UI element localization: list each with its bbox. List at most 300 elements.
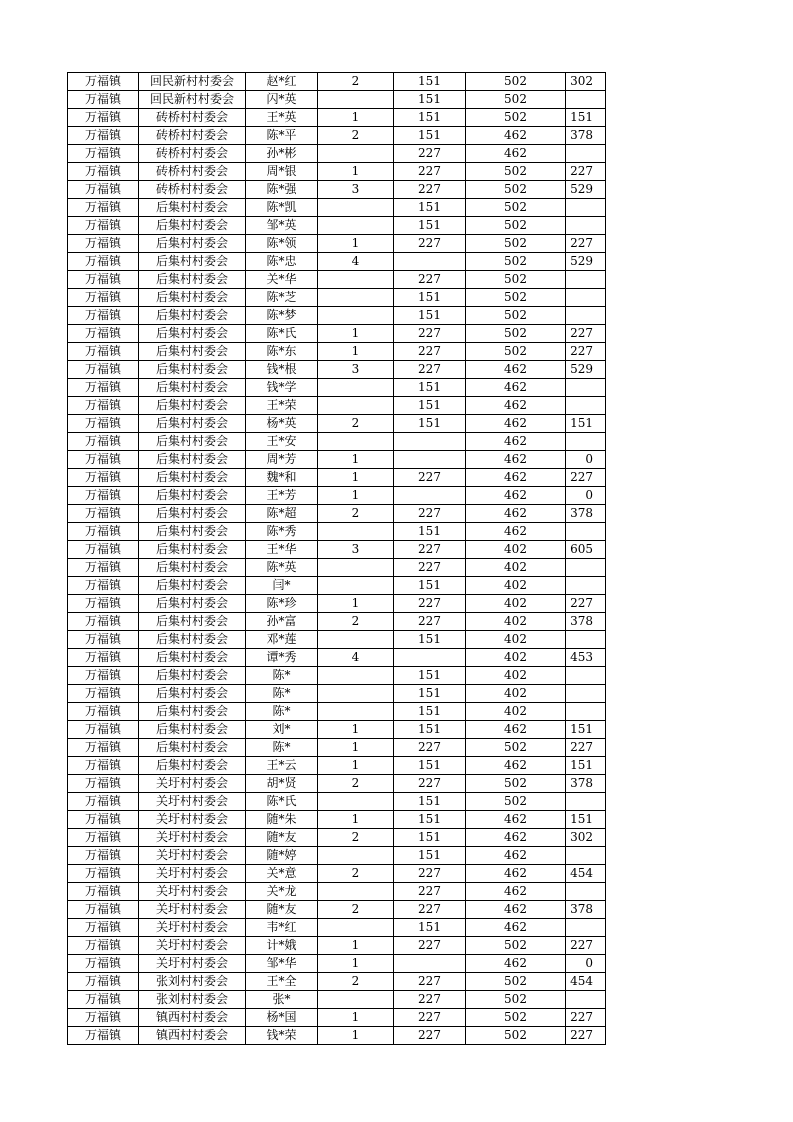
town-cell: 万福镇 xyxy=(68,127,139,145)
count-cell xyxy=(318,433,394,451)
name-cell: 王*全 xyxy=(246,973,318,991)
amount2-cell: 502 xyxy=(466,307,566,325)
table-row xyxy=(68,883,606,901)
village-committee-cell: 后集村村委会 xyxy=(139,271,246,289)
name-cell: 赵*红 xyxy=(246,73,318,91)
amount2-cell: 502 xyxy=(466,775,566,793)
amount2-cell: 502 xyxy=(466,199,566,217)
table-row xyxy=(68,217,606,235)
village-committee-cell: 后集村村委会 xyxy=(139,757,246,775)
count-cell: 1 xyxy=(318,937,394,955)
village-committee-cell: 后集村村委会 xyxy=(139,667,246,685)
amount2-cell: 402 xyxy=(466,631,566,649)
town-cell: 万福镇 xyxy=(68,397,139,415)
amount1-cell xyxy=(394,649,466,667)
table-row xyxy=(68,811,606,829)
total-cell: 454 xyxy=(566,973,606,991)
name-cell: 随*友 xyxy=(246,901,318,919)
amount1-cell: 227 xyxy=(394,595,466,613)
amount1-cell: 227 xyxy=(394,883,466,901)
amount1-cell: 227 xyxy=(394,145,466,163)
town-cell: 万福镇 xyxy=(68,757,139,775)
amount1-cell: 151 xyxy=(394,847,466,865)
name-cell: 孙*彬 xyxy=(246,145,318,163)
village-committee-cell: 后集村村委会 xyxy=(139,523,246,541)
village-committee-cell: 后集村村委会 xyxy=(139,217,246,235)
table-row xyxy=(68,757,606,775)
table-row xyxy=(68,505,606,523)
table-row xyxy=(68,991,606,1009)
count-cell xyxy=(318,523,394,541)
name-cell: 邓*莲 xyxy=(246,631,318,649)
table-row xyxy=(68,775,606,793)
table-row xyxy=(68,865,606,883)
amount2-cell: 502 xyxy=(466,973,566,991)
name-cell: 钱*根 xyxy=(246,361,318,379)
amount1-cell: 151 xyxy=(394,919,466,937)
amount1-cell: 227 xyxy=(394,361,466,379)
table-body xyxy=(68,73,606,1045)
table-row xyxy=(68,487,606,505)
table-row xyxy=(68,379,606,397)
name-cell: 陈*超 xyxy=(246,505,318,523)
count-cell: 1 xyxy=(318,739,394,757)
amount2-cell: 402 xyxy=(466,541,566,559)
total-cell xyxy=(566,919,606,937)
total-cell: 227 xyxy=(566,343,606,361)
total-cell: 605 xyxy=(566,541,606,559)
total-cell: 227 xyxy=(566,1009,606,1027)
table-row xyxy=(68,469,606,487)
amount1-cell: 227 xyxy=(394,271,466,289)
name-cell: 邹*英 xyxy=(246,217,318,235)
town-cell: 万福镇 xyxy=(68,253,139,271)
total-cell xyxy=(566,523,606,541)
name-cell: 钱*荣 xyxy=(246,1027,318,1045)
amount2-cell: 502 xyxy=(466,91,566,109)
count-cell: 1 xyxy=(318,721,394,739)
town-cell: 万福镇 xyxy=(68,433,139,451)
table-row xyxy=(68,523,606,541)
amount2-cell: 402 xyxy=(466,667,566,685)
town-cell: 万福镇 xyxy=(68,577,139,595)
name-cell: 闪*英 xyxy=(246,91,318,109)
table-row xyxy=(68,667,606,685)
village-committee-cell: 后集村村委会 xyxy=(139,235,246,253)
amount1-cell: 151 xyxy=(394,289,466,307)
town-cell: 万福镇 xyxy=(68,325,139,343)
amount1-cell: 151 xyxy=(394,811,466,829)
amount2-cell: 462 xyxy=(466,901,566,919)
village-committee-cell: 关圩村村委会 xyxy=(139,793,246,811)
total-cell xyxy=(566,217,606,235)
amount1-cell: 227 xyxy=(394,991,466,1009)
total-cell xyxy=(566,307,606,325)
name-cell: 陈*氏 xyxy=(246,325,318,343)
town-cell: 万福镇 xyxy=(68,307,139,325)
village-committee-cell: 关圩村村委会 xyxy=(139,829,246,847)
amount2-cell: 402 xyxy=(466,685,566,703)
amount1-cell: 151 xyxy=(394,91,466,109)
total-cell xyxy=(566,199,606,217)
town-cell: 万福镇 xyxy=(68,667,139,685)
town-cell: 万福镇 xyxy=(68,91,139,109)
table-row xyxy=(68,631,606,649)
total-cell xyxy=(566,631,606,649)
amount2-cell: 502 xyxy=(466,991,566,1009)
town-cell: 万福镇 xyxy=(68,955,139,973)
town-cell: 万福镇 xyxy=(68,739,139,757)
data-sheet xyxy=(67,72,606,1045)
village-committee-cell: 后集村村委会 xyxy=(139,739,246,757)
name-cell: 王*云 xyxy=(246,757,318,775)
total-cell xyxy=(566,379,606,397)
table-row xyxy=(68,343,606,361)
town-cell: 万福镇 xyxy=(68,505,139,523)
total-cell: 227 xyxy=(566,1027,606,1045)
amount1-cell: 151 xyxy=(394,397,466,415)
table-row xyxy=(68,919,606,937)
town-cell: 万福镇 xyxy=(68,991,139,1009)
total-cell xyxy=(566,667,606,685)
town-cell: 万福镇 xyxy=(68,235,139,253)
town-cell: 万福镇 xyxy=(68,1027,139,1045)
total-cell: 529 xyxy=(566,181,606,199)
table-row xyxy=(68,307,606,325)
town-cell: 万福镇 xyxy=(68,361,139,379)
village-committee-cell: 镇西村村委会 xyxy=(139,1027,246,1045)
total-cell: 0 xyxy=(566,451,606,469)
total-cell xyxy=(566,883,606,901)
amount1-cell: 227 xyxy=(394,901,466,919)
amount2-cell: 462 xyxy=(466,127,566,145)
table-row xyxy=(68,451,606,469)
town-cell: 万福镇 xyxy=(68,271,139,289)
town-cell: 万福镇 xyxy=(68,199,139,217)
village-committee-cell: 关圩村村委会 xyxy=(139,865,246,883)
count-cell: 2 xyxy=(318,829,394,847)
total-cell xyxy=(566,433,606,451)
total-cell: 378 xyxy=(566,901,606,919)
village-committee-cell: 后集村村委会 xyxy=(139,469,246,487)
town-cell: 万福镇 xyxy=(68,865,139,883)
amount1-cell: 151 xyxy=(394,721,466,739)
town-cell: 万福镇 xyxy=(68,523,139,541)
name-cell: 杨*国 xyxy=(246,1009,318,1027)
count-cell xyxy=(318,559,394,577)
village-committee-cell: 回民新村村委会 xyxy=(139,91,246,109)
town-cell: 万福镇 xyxy=(68,559,139,577)
amount1-cell: 151 xyxy=(394,379,466,397)
town-cell: 万福镇 xyxy=(68,487,139,505)
table-row xyxy=(68,685,606,703)
name-cell: 关*龙 xyxy=(246,883,318,901)
amount1-cell: 227 xyxy=(394,739,466,757)
total-cell: 227 xyxy=(566,235,606,253)
table-row xyxy=(68,649,606,667)
town-cell: 万福镇 xyxy=(68,469,139,487)
village-committee-cell: 后集村村委会 xyxy=(139,595,246,613)
town-cell: 万福镇 xyxy=(68,541,139,559)
name-cell: 随*友 xyxy=(246,829,318,847)
amount2-cell: 462 xyxy=(466,811,566,829)
amount1-cell: 227 xyxy=(394,973,466,991)
count-cell: 2 xyxy=(318,775,394,793)
amount1-cell xyxy=(394,451,466,469)
name-cell: 闫* xyxy=(246,577,318,595)
table-row xyxy=(68,595,606,613)
table-row xyxy=(68,613,606,631)
town-cell: 万福镇 xyxy=(68,343,139,361)
table-row xyxy=(68,541,606,559)
town-cell: 万福镇 xyxy=(68,685,139,703)
count-cell xyxy=(318,847,394,865)
name-cell: 陈* xyxy=(246,739,318,757)
village-committee-cell: 砖桥村村委会 xyxy=(139,145,246,163)
count-cell xyxy=(318,667,394,685)
amount1-cell: 151 xyxy=(394,109,466,127)
total-cell: 151 xyxy=(566,721,606,739)
village-committee-cell: 后集村村委会 xyxy=(139,361,246,379)
village-committee-cell: 后集村村委会 xyxy=(139,433,246,451)
total-cell: 529 xyxy=(566,253,606,271)
name-cell: 钱*学 xyxy=(246,379,318,397)
village-committee-cell: 砖桥村村委会 xyxy=(139,109,246,127)
amount2-cell: 462 xyxy=(466,433,566,451)
village-committee-cell: 回民新村村委会 xyxy=(139,73,246,91)
amount2-cell: 462 xyxy=(466,505,566,523)
total-cell: 378 xyxy=(566,127,606,145)
total-cell xyxy=(566,577,606,595)
table-row xyxy=(68,199,606,217)
amount1-cell: 227 xyxy=(394,541,466,559)
count-cell: 1 xyxy=(318,811,394,829)
count-cell xyxy=(318,991,394,1009)
town-cell: 万福镇 xyxy=(68,703,139,721)
name-cell: 王*英 xyxy=(246,109,318,127)
total-cell xyxy=(566,685,606,703)
count-cell: 1 xyxy=(318,343,394,361)
amount1-cell xyxy=(394,433,466,451)
amount2-cell: 402 xyxy=(466,595,566,613)
village-committee-cell: 张刘村村委会 xyxy=(139,973,246,991)
amount1-cell xyxy=(394,253,466,271)
count-cell: 2 xyxy=(318,973,394,991)
total-cell: 151 xyxy=(566,757,606,775)
name-cell: 王*华 xyxy=(246,541,318,559)
total-cell: 0 xyxy=(566,487,606,505)
town-cell: 万福镇 xyxy=(68,847,139,865)
count-cell xyxy=(318,289,394,307)
table-row xyxy=(68,1009,606,1027)
count-cell: 1 xyxy=(318,1027,394,1045)
amount1-cell: 151 xyxy=(394,685,466,703)
total-cell xyxy=(566,397,606,415)
amount2-cell: 462 xyxy=(466,361,566,379)
village-committee-cell: 后集村村委会 xyxy=(139,703,246,721)
amount1-cell: 227 xyxy=(394,775,466,793)
amount2-cell: 462 xyxy=(466,883,566,901)
amount1-cell: 151 xyxy=(394,631,466,649)
count-cell: 1 xyxy=(318,955,394,973)
table-row xyxy=(68,73,606,91)
amount2-cell: 462 xyxy=(466,865,566,883)
amount1-cell: 227 xyxy=(394,505,466,523)
table-row xyxy=(68,577,606,595)
count-cell xyxy=(318,271,394,289)
amount1-cell: 151 xyxy=(394,127,466,145)
town-cell: 万福镇 xyxy=(68,829,139,847)
amount1-cell: 151 xyxy=(394,307,466,325)
town-cell: 万福镇 xyxy=(68,379,139,397)
village-committee-cell: 关圩村村委会 xyxy=(139,811,246,829)
total-cell: 227 xyxy=(566,469,606,487)
village-committee-cell: 后集村村委会 xyxy=(139,253,246,271)
amount1-cell: 227 xyxy=(394,343,466,361)
count-cell: 1 xyxy=(318,235,394,253)
name-cell: 邹*华 xyxy=(246,955,318,973)
count-cell: 1 xyxy=(318,163,394,181)
table-row xyxy=(68,271,606,289)
table-row xyxy=(68,91,606,109)
village-committee-cell: 关圩村村委会 xyxy=(139,847,246,865)
amount2-cell: 402 xyxy=(466,559,566,577)
town-cell: 万福镇 xyxy=(68,937,139,955)
table-row xyxy=(68,397,606,415)
amount1-cell: 151 xyxy=(394,217,466,235)
amount2-cell: 502 xyxy=(466,181,566,199)
amount2-cell: 462 xyxy=(466,145,566,163)
amount2-cell: 462 xyxy=(466,415,566,433)
amount2-cell: 502 xyxy=(466,1027,566,1045)
town-cell: 万福镇 xyxy=(68,901,139,919)
name-cell: 刘* xyxy=(246,721,318,739)
table-row xyxy=(68,721,606,739)
table-row xyxy=(68,433,606,451)
village-committee-cell: 关圩村村委会 xyxy=(139,883,246,901)
table-row xyxy=(68,145,606,163)
table-row xyxy=(68,955,606,973)
count-cell: 1 xyxy=(318,469,394,487)
name-cell: 随*婷 xyxy=(246,847,318,865)
count-cell: 2 xyxy=(318,73,394,91)
amount1-cell: 227 xyxy=(394,469,466,487)
amount2-cell: 462 xyxy=(466,379,566,397)
town-cell: 万福镇 xyxy=(68,73,139,91)
name-cell: 胡*贤 xyxy=(246,775,318,793)
count-cell xyxy=(318,793,394,811)
count-cell: 1 xyxy=(318,757,394,775)
amount1-cell: 151 xyxy=(394,757,466,775)
amount2-cell: 462 xyxy=(466,469,566,487)
table-row xyxy=(68,181,606,199)
table-row xyxy=(68,253,606,271)
town-cell: 万福镇 xyxy=(68,919,139,937)
amount2-cell: 462 xyxy=(466,757,566,775)
name-cell: 陈*氏 xyxy=(246,793,318,811)
table-row xyxy=(68,793,606,811)
total-cell xyxy=(566,145,606,163)
amount2-cell: 502 xyxy=(466,289,566,307)
amount1-cell: 227 xyxy=(394,1027,466,1045)
table-row xyxy=(68,415,606,433)
village-committee-cell: 后集村村委会 xyxy=(139,451,246,469)
amount2-cell: 402 xyxy=(466,649,566,667)
count-cell: 2 xyxy=(318,505,394,523)
total-cell xyxy=(566,289,606,307)
name-cell: 陈*芝 xyxy=(246,289,318,307)
town-cell: 万福镇 xyxy=(68,163,139,181)
amount2-cell: 462 xyxy=(466,451,566,469)
roster-table xyxy=(67,72,606,1045)
count-cell: 3 xyxy=(318,181,394,199)
village-committee-cell: 镇西村村委会 xyxy=(139,1009,246,1027)
amount1-cell: 227 xyxy=(394,181,466,199)
total-cell xyxy=(566,703,606,721)
village-committee-cell: 后集村村委会 xyxy=(139,325,246,343)
name-cell: 孙*富 xyxy=(246,613,318,631)
name-cell: 陈*凯 xyxy=(246,199,318,217)
total-cell xyxy=(566,91,606,109)
name-cell: 随*朱 xyxy=(246,811,318,829)
name-cell: 陈*珍 xyxy=(246,595,318,613)
table-row xyxy=(68,901,606,919)
amount1-cell: 151 xyxy=(394,199,466,217)
village-committee-cell: 后集村村委会 xyxy=(139,199,246,217)
name-cell: 王*荣 xyxy=(246,397,318,415)
amount2-cell: 462 xyxy=(466,397,566,415)
name-cell: 陈*平 xyxy=(246,127,318,145)
count-cell: 3 xyxy=(318,361,394,379)
name-cell: 陈* xyxy=(246,685,318,703)
name-cell: 周*银 xyxy=(246,163,318,181)
amount1-cell: 151 xyxy=(394,703,466,721)
count-cell: 1 xyxy=(318,595,394,613)
amount1-cell xyxy=(394,955,466,973)
town-cell: 万福镇 xyxy=(68,109,139,127)
count-cell xyxy=(318,91,394,109)
amount2-cell: 502 xyxy=(466,739,566,757)
town-cell: 万福镇 xyxy=(68,217,139,235)
amount2-cell: 502 xyxy=(466,271,566,289)
amount1-cell: 227 xyxy=(394,325,466,343)
village-committee-cell: 砖桥村村委会 xyxy=(139,163,246,181)
total-cell xyxy=(566,847,606,865)
total-cell: 453 xyxy=(566,649,606,667)
town-cell: 万福镇 xyxy=(68,883,139,901)
name-cell: 王*芳 xyxy=(246,487,318,505)
village-committee-cell: 后集村村委会 xyxy=(139,721,246,739)
village-committee-cell: 关圩村村委会 xyxy=(139,775,246,793)
total-cell: 454 xyxy=(566,865,606,883)
town-cell: 万福镇 xyxy=(68,631,139,649)
count-cell: 2 xyxy=(318,415,394,433)
amount1-cell: 151 xyxy=(394,667,466,685)
amount2-cell: 462 xyxy=(466,523,566,541)
total-cell: 227 xyxy=(566,739,606,757)
amount2-cell: 502 xyxy=(466,109,566,127)
count-cell xyxy=(318,379,394,397)
amount2-cell: 502 xyxy=(466,1009,566,1027)
village-committee-cell: 后集村村委会 xyxy=(139,631,246,649)
town-cell: 万福镇 xyxy=(68,181,139,199)
amount2-cell: 462 xyxy=(466,487,566,505)
count-cell: 1 xyxy=(318,451,394,469)
name-cell: 陈*东 xyxy=(246,343,318,361)
name-cell: 陈*领 xyxy=(246,235,318,253)
village-committee-cell: 后集村村委会 xyxy=(139,577,246,595)
name-cell: 关*华 xyxy=(246,271,318,289)
